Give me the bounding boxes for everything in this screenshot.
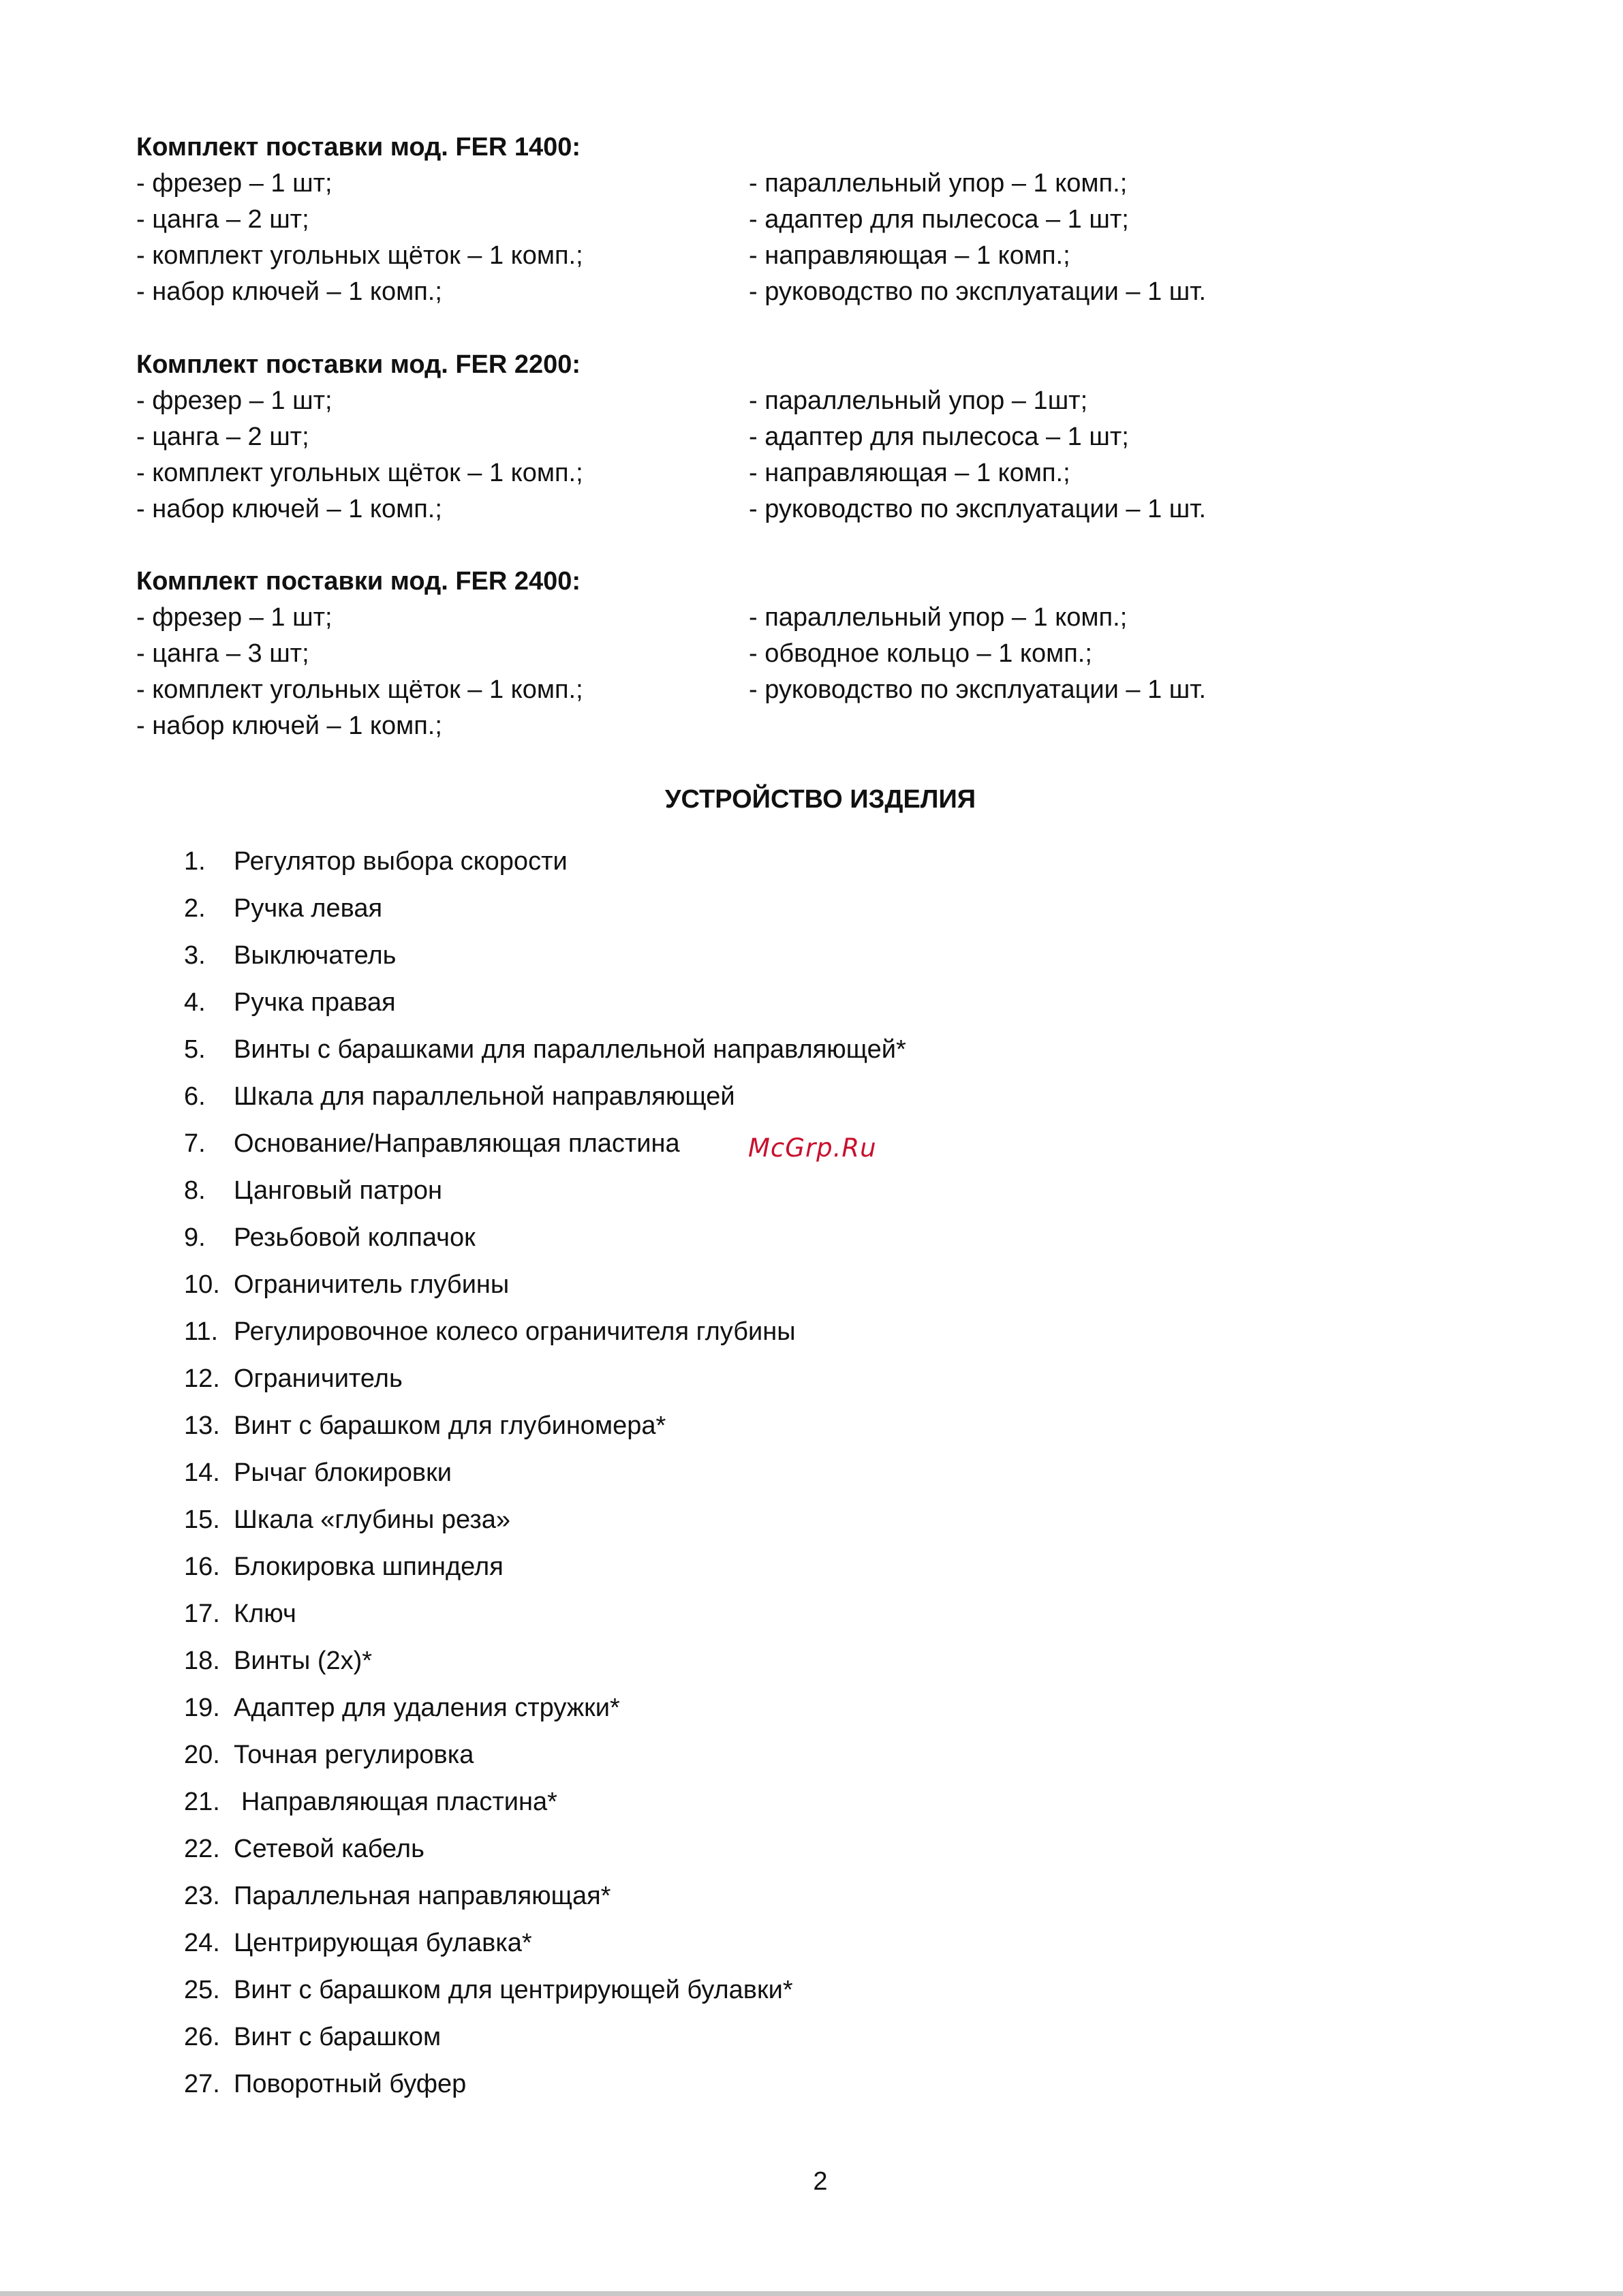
item-text: Центрирующая булавка*: [234, 1929, 532, 1957]
item-text: Рычаг блокировки: [234, 1458, 452, 1487]
kit-item-right: - обводное кольцо – 1 комп.;: [749, 639, 1092, 668]
item-number: 27.: [184, 2070, 220, 2098]
kit-section-fer-1400: [136, 129, 1499, 310]
kit-item-right: - руководство по эксплуатации – 1 шт.: [749, 277, 1207, 306]
item-text: Шкала «глубины реза»: [234, 1505, 511, 1534]
item-number: 11.: [184, 1317, 219, 1346]
item-number: 20.: [184, 1741, 220, 1769]
kit-item-left: - цанга – 2 шт;: [136, 423, 309, 451]
item-number: 14.: [184, 1458, 220, 1487]
kit-row: [136, 383, 1499, 419]
kit-item-left: - цанга – 3 шт;: [136, 639, 309, 668]
item-number: 15.: [184, 1505, 220, 1534]
kit-row: [136, 202, 1499, 238]
item-number: 7.: [184, 1129, 206, 1158]
kit-item-right: - параллельный упор – 1шт;: [749, 386, 1088, 415]
kit-item-right: - адаптер для пылесоса – 1 шт;: [749, 205, 1129, 234]
kit-item-right: - руководство по эксплуатации – 1 шт.: [749, 495, 1207, 523]
item-text: Цанговый патрон: [234, 1176, 443, 1205]
item-text: Параллельная направляющая*: [234, 1882, 611, 1910]
item-text: Винт с барашком: [234, 2023, 442, 2051]
item-number: 16.: [184, 1552, 220, 1581]
kit-row: [136, 708, 1499, 744]
item-number: 25.: [184, 1976, 220, 2004]
kit-item-left: - комплект угольных щёток – 1 комп.;: [136, 241, 583, 270]
item-text: Винты (2х)*: [234, 1647, 373, 1675]
kit-item-left: - фрезер – 1 шт;: [136, 603, 333, 632]
kit-row: [136, 672, 1499, 708]
item-text: Регулировочное колесо ограничителя глубины: [234, 1317, 796, 1346]
item-number: 24.: [184, 1929, 220, 1957]
item-number: 9.: [184, 1223, 206, 1252]
item-number: 6.: [184, 1082, 206, 1111]
item-number: 18.: [184, 1647, 220, 1675]
item-number: 4.: [184, 988, 206, 1017]
item-number: 8.: [184, 1176, 206, 1205]
kit-row: [136, 166, 1499, 202]
item-text: Выключатель: [234, 941, 397, 970]
page-bottom-divider: [0, 2291, 1623, 2296]
item-text: Поворотный буфер: [234, 2070, 467, 2098]
kit-item-right: - направляющая – 1 комп.;: [749, 459, 1070, 487]
kit-section-fer-2200: [136, 347, 1499, 527]
kit-item-right: - руководство по эксплуатации – 1 шт.: [749, 675, 1207, 704]
kit-row: [136, 419, 1499, 455]
kit-item-right: - направляющая – 1 комп.;: [749, 241, 1070, 270]
kit-item-left: - набор ключей – 1 комп.;: [136, 495, 442, 523]
item-number: 13.: [184, 1411, 220, 1440]
item-number: 17.: [184, 1599, 220, 1628]
item-number: 22.: [184, 1835, 220, 1863]
item-text: Направляющая пластина*: [241, 1788, 557, 1816]
page-number: 2: [813, 2167, 828, 2196]
item-text: Основание/Направляющая пластина: [234, 1129, 680, 1158]
item-text: Ручка правая: [234, 988, 396, 1017]
item-number: 21.: [184, 1788, 220, 1816]
kit-row: [136, 455, 1499, 491]
item-text: Винты с барашками для параллельной направляющей*: [234, 1035, 906, 1064]
kit-item-left: - набор ключей – 1 комп.;: [136, 711, 442, 740]
item-number: 26.: [184, 2023, 220, 2051]
item-number: 5.: [184, 1035, 206, 1064]
kit-item-left: - набор ключей – 1 комп.;: [136, 277, 442, 306]
kit-row: [136, 238, 1499, 274]
item-text: Ручка левая: [234, 894, 383, 923]
kit-row: [136, 600, 1499, 636]
item-number: 23.: [184, 1882, 220, 1910]
item-number: 2.: [184, 894, 206, 923]
kit-row: [136, 274, 1499, 310]
item-number: 10.: [184, 1270, 220, 1299]
item-number: 12.: [184, 1364, 220, 1393]
item-text: Точная регулировка: [234, 1741, 474, 1769]
kit-row: [136, 491, 1499, 527]
kit-item-left: - комплект угольных щёток – 1 комп.;: [136, 675, 583, 704]
item-text: Ограничитель: [234, 1364, 403, 1393]
item-text: Ключ: [234, 1599, 296, 1628]
item-number: 3.: [184, 941, 206, 970]
kit-section-fer-2400: [136, 564, 1499, 744]
section-title: УСТРОЙСТВО ИЗДЕЛИЯ: [664, 785, 976, 814]
kit-item-right: - параллельный упор – 1 комп.;: [749, 169, 1128, 198]
item-text: Сетевой кабель: [234, 1835, 424, 1863]
item-text: Резьбовой колпачок: [234, 1223, 476, 1252]
kit-title: Комплект поставки мод. FER 2400:: [136, 567, 581, 596]
kit-item-left: - комплект угольных щёток – 1 комп.;: [136, 459, 583, 487]
item-text: Винт с барашком для глубиномера*: [234, 1411, 666, 1440]
kit-title: Комплект поставки мод. FER 2200:: [136, 350, 581, 379]
item-text: Шкала для параллельной направляющей: [234, 1082, 735, 1111]
kit-item-right: - параллельный упор – 1 комп.;: [749, 603, 1128, 632]
item-text: Блокировка шпинделя: [234, 1552, 504, 1581]
kit-item-left: - цанга – 2 шт;: [136, 205, 309, 234]
item-number: 19.: [184, 1694, 220, 1722]
kit-item-left: - фрезер – 1 шт;: [136, 386, 333, 415]
item-text: Ограничитель глубины: [234, 1270, 510, 1299]
item-text: Винт с барашком для центрирующей булавки*: [234, 1976, 793, 2004]
item-text: Адаптер для удаления стружки*: [234, 1694, 620, 1722]
item-number: 1.: [184, 847, 206, 876]
kit-row: [136, 636, 1499, 672]
item-text: Регулятор выбора скорости: [234, 847, 568, 876]
kit-item-right: - адаптер для пылесоса – 1 шт;: [749, 423, 1129, 451]
kit-item-left: - фрезер – 1 шт;: [136, 169, 333, 198]
watermark: McGrp.Ru: [748, 1133, 877, 1163]
kit-title: Комплект поставки мод. FER 1400:: [136, 133, 581, 162]
